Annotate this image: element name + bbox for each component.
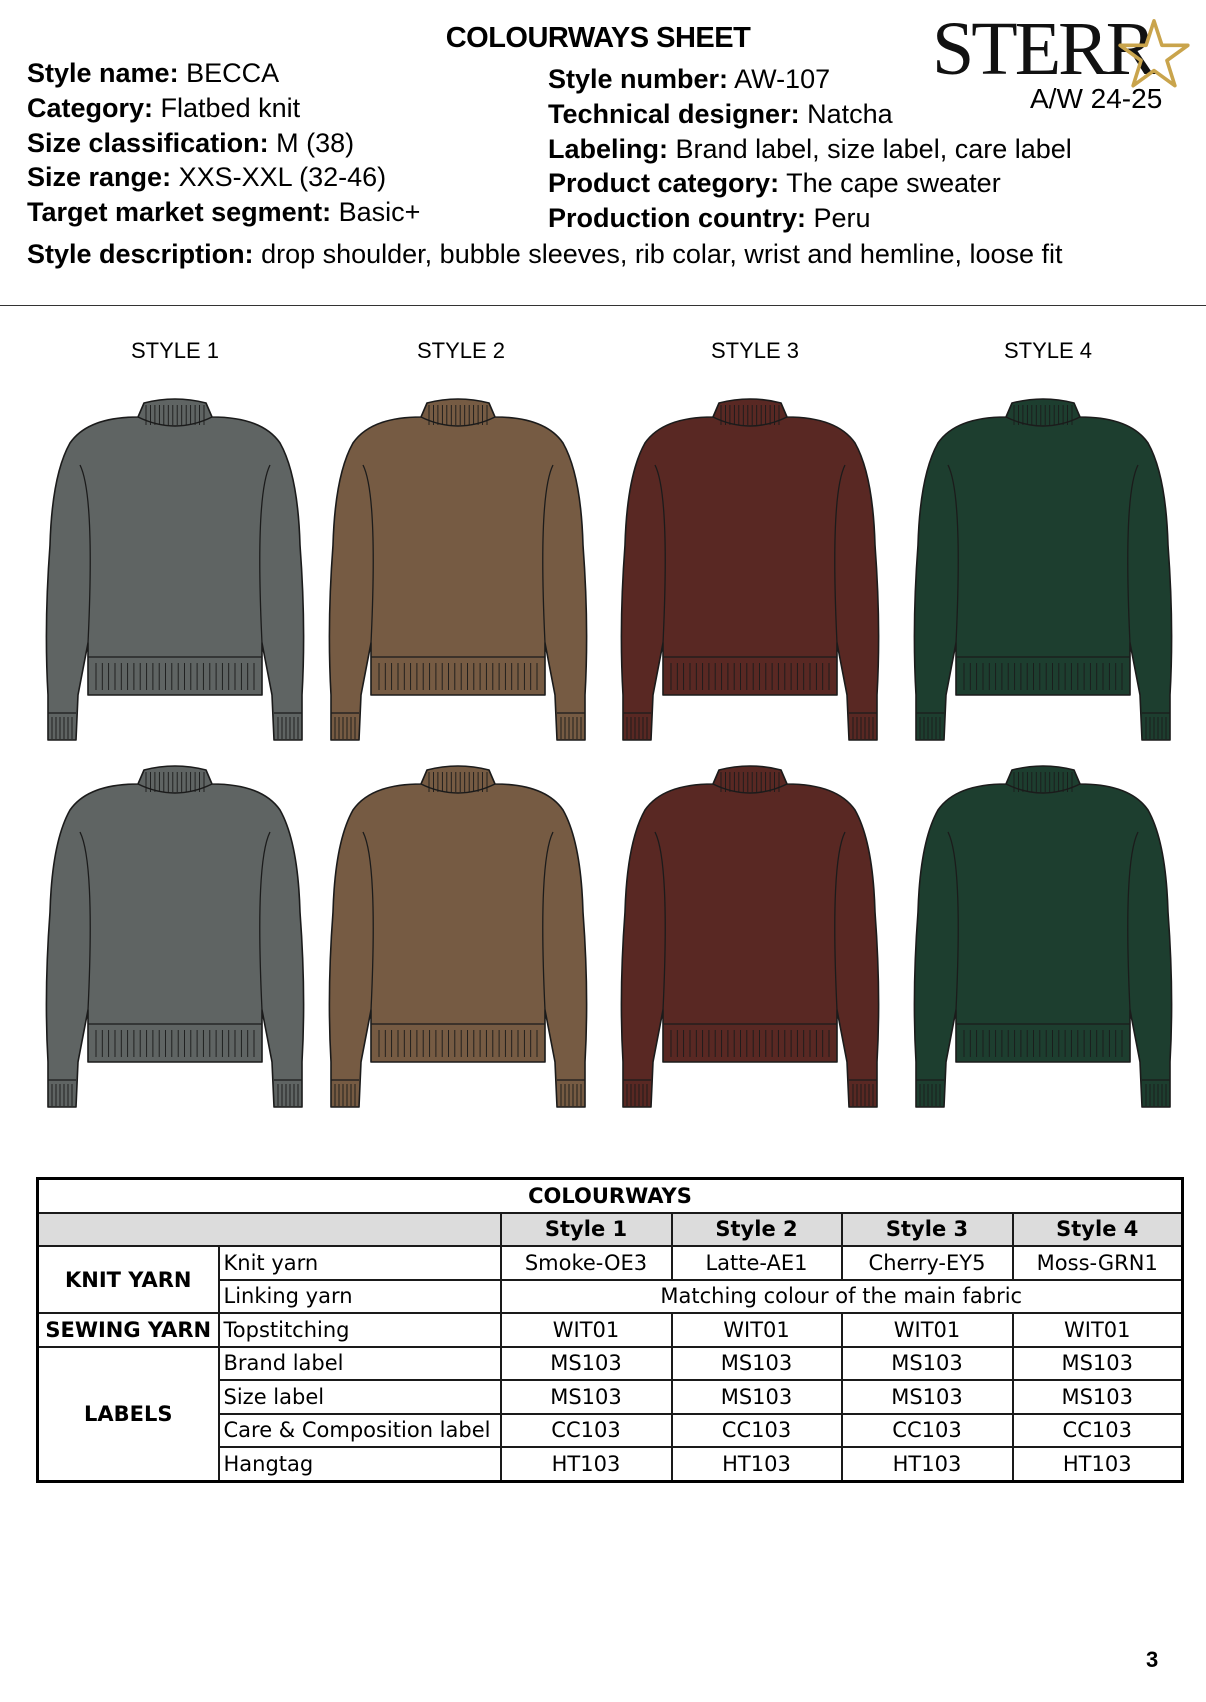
table-cell: CC103 <box>842 1414 1013 1448</box>
table-row <box>38 1246 1183 1280</box>
table-cell: MS103 <box>842 1380 1013 1414</box>
field-value: Flatbed knit <box>160 92 301 123</box>
header-blank-cell <box>38 1213 501 1247</box>
description-value: drop shoulder, bubble sleeves, rib colar, wrist and hemline, loose fit <box>261 239 1063 269</box>
colourways-table <box>36 1177 1184 1483</box>
table-cell: MS103 <box>501 1347 672 1381</box>
sweater-flat-sketch-style-1 <box>40 762 310 1142</box>
table-cell: CC103 <box>1013 1414 1183 1448</box>
style-description <box>27 239 1063 270</box>
field-label: Size classification <box>27 127 260 158</box>
style-2-label: STYLE 2 <box>416 338 506 363</box>
field-technical-designer: Technical designer: Natcha <box>548 98 893 129</box>
field-production-country: Production country: Peru <box>548 203 871 234</box>
table-title: COLOURWAYS <box>38 1179 1183 1213</box>
sweater-flat-sketch-style-2 <box>323 762 593 1142</box>
table-cell: MS103 <box>842 1347 1013 1381</box>
table-cell: MS103 <box>672 1347 842 1381</box>
page-number: 3 <box>1146 1647 1159 1672</box>
table-cell: CC103 <box>501 1414 672 1448</box>
table-row <box>38 1347 1183 1381</box>
row-label: Hangtag <box>219 1447 501 1481</box>
table-cell: MS103 <box>1013 1380 1183 1414</box>
sweater-flat-sketch-style-3 <box>615 395 885 775</box>
field-value: AW-107 <box>734 64 831 94</box>
table-cell: Matching colour of the main fabric <box>501 1280 1183 1314</box>
sweater-flat-sketch-style-3 <box>615 762 885 1142</box>
sweater-flat-sketch-style-2 <box>323 395 593 775</box>
field-style-number: Style number: AW-107 <box>548 64 831 94</box>
sweater-flat-sketch-style-4 <box>908 395 1178 775</box>
field-value: Basic+ <box>338 197 421 228</box>
field-value: Natcha <box>807 98 893 129</box>
field-target-market: Target market segment: Basic+ <box>27 197 421 228</box>
field-style-name: Style name: BECCA <box>27 58 280 88</box>
field-label: Target market segment <box>27 197 323 228</box>
row-label: Topstitching <box>219 1313 501 1347</box>
table-cell: Smoke-OE3 <box>501 1246 672 1280</box>
style-1-label: STYLE 1 <box>130 338 220 363</box>
style-4-label: STYLE 4 <box>1003 338 1093 363</box>
field-label: Category <box>27 92 145 123</box>
table-cell: Latte-AE1 <box>672 1246 842 1280</box>
star-icon <box>1118 18 1190 90</box>
style-3-label: STYLE 3 <box>710 338 800 363</box>
column-header: Style 1 <box>501 1213 672 1247</box>
table-cell: HT103 <box>501 1447 672 1481</box>
field-value: The cape sweater <box>786 168 1001 199</box>
table-cell: HT103 <box>842 1447 1013 1481</box>
table-cell: MS103 <box>672 1380 842 1414</box>
brand-logo-text: STERR <box>932 7 1154 91</box>
field-value: XXS-XXL (32-46) <box>178 162 387 193</box>
field-label: Style name <box>27 58 170 88</box>
row-label: Brand label <box>219 1347 501 1381</box>
table-cell: WIT01 <box>842 1313 1013 1347</box>
table-cell: WIT01 <box>1013 1313 1183 1347</box>
field-product-category: Product category: The cape sweater <box>548 168 1001 199</box>
group-label: SEWING YARN <box>38 1313 219 1347</box>
table-cell: WIT01 <box>501 1313 672 1347</box>
header-divider <box>0 305 1206 306</box>
table-row <box>38 1313 1183 1347</box>
table-cell: Moss-GRN1 <box>1013 1246 1183 1280</box>
season-label: A/W 24-25 <box>1030 83 1163 114</box>
field-label: Labeling <box>548 133 660 164</box>
table-cell: CC103 <box>672 1414 842 1448</box>
field-label: Size range <box>27 162 163 193</box>
header-left-fields <box>27 56 420 230</box>
group-label: LABELS <box>38 1347 219 1482</box>
field-value: Brand label, size label, care label <box>675 133 1072 164</box>
sheet-title-text: COLOURWAYS SHEET <box>445 22 751 54</box>
table-cell: MS103 <box>501 1380 672 1414</box>
field-value: M (38) <box>276 127 355 158</box>
field-labeling: Labeling: Brand label, size label, care label <box>548 133 1072 164</box>
row-label: Linking yarn <box>219 1280 501 1314</box>
field-label: Technical designer <box>548 98 791 129</box>
table-cell: HT103 <box>672 1447 842 1481</box>
table-cell: MS103 <box>1013 1347 1183 1381</box>
table-cell: WIT01 <box>672 1313 842 1347</box>
field-value: BECCA <box>186 58 280 88</box>
field-label: Product category <box>548 168 771 199</box>
field-category: Category: Flatbed knit <box>27 92 301 123</box>
description-label: Style description: <box>27 239 254 269</box>
field-label: Style number <box>548 64 720 94</box>
sweater-flat-sketch-style-4 <box>908 762 1178 1142</box>
table-cell: Cherry-EY5 <box>842 1246 1013 1280</box>
row-label: Care & Composition label <box>219 1414 501 1448</box>
column-header: Style 2 <box>672 1213 842 1247</box>
group-label: KNIT YARN <box>38 1246 219 1313</box>
column-header: Style 4 <box>1013 1213 1183 1247</box>
field-label: Production country <box>548 203 797 234</box>
row-label: Size label <box>219 1380 501 1414</box>
field-size-classification: Size classification: M (38) <box>27 127 355 158</box>
table-cell: HT103 <box>1013 1447 1183 1481</box>
row-label: Knit yarn <box>219 1246 501 1280</box>
field-size-range: Size range: XXS-XXL (32-46) <box>27 162 387 193</box>
field-value: Peru <box>813 203 871 234</box>
sweater-flat-sketch-style-1 <box>40 395 310 775</box>
column-header: Style 3 <box>842 1213 1013 1247</box>
